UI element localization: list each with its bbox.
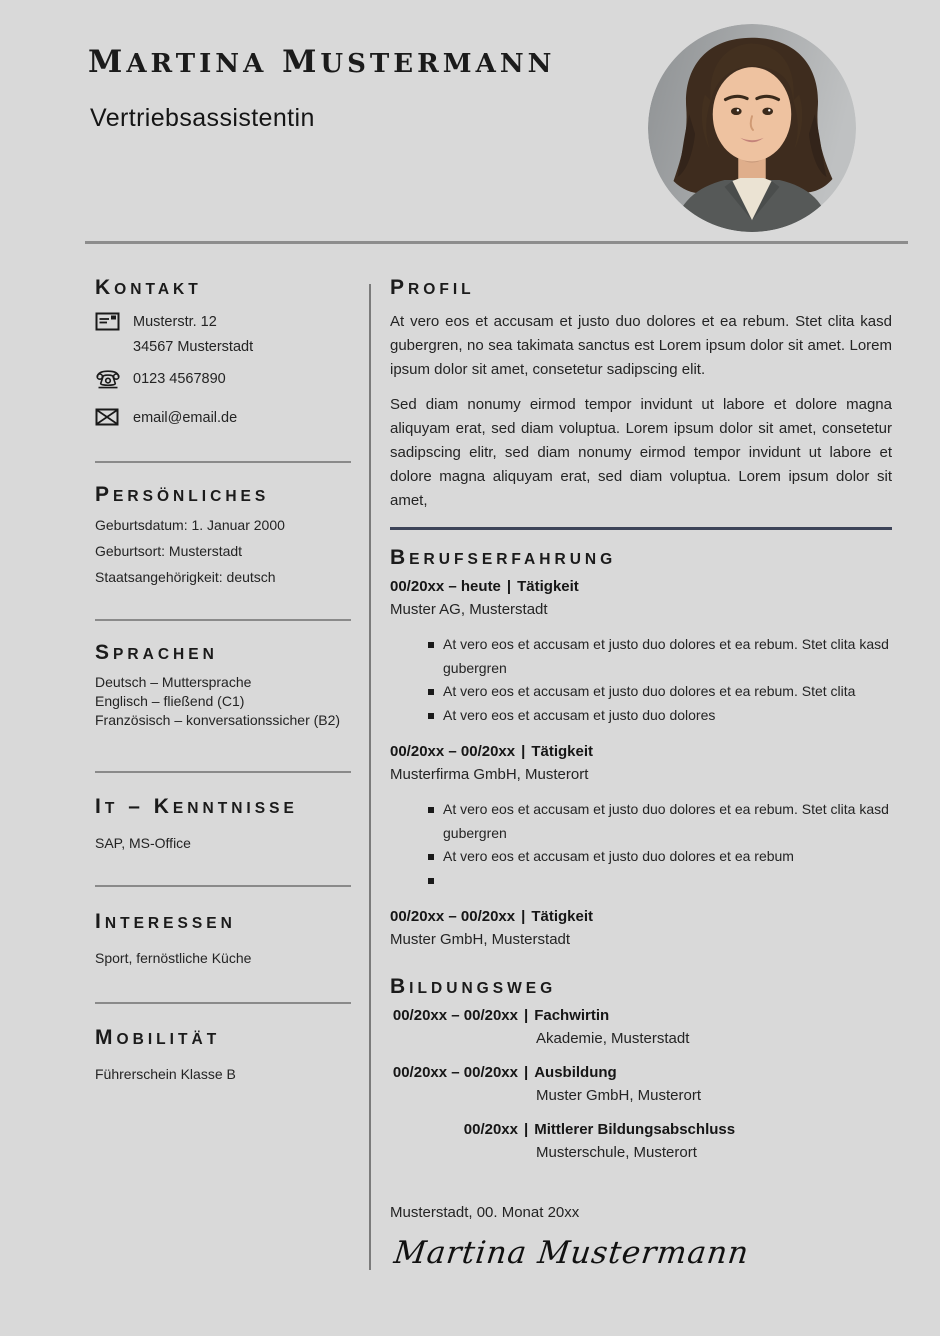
pipe-separator: |: [524, 1006, 529, 1024]
job-company: Musterfirma GmbH, Musterort: [390, 766, 589, 783]
education-title: Ausbildung: [534, 1063, 617, 1081]
education-heading: BILDUNGSWEG: [390, 974, 557, 998]
job-company: Muster AG, Musterstadt: [390, 601, 548, 618]
education-title-line: [390, 1121, 892, 1138]
contact-heading: KONTAKT: [95, 276, 202, 299]
job-role: Tätigkeit: [531, 743, 594, 760]
contact-email: [95, 406, 367, 435]
job-period: 00/20xx – heute: [390, 578, 501, 595]
education-entry: [390, 1007, 892, 1050]
job-title-line: [390, 743, 892, 760]
profile-paragraph: Sed diam nonumy eirmod tempor invidunt ut labore et dolore magna aliquyam erat, sed diam voluptua. Lorem ipsum dolor sit amet, consetetur sadipscing elitr, sed diam nonumy eirmod tempor invidunt ut labore et dolore magna aliquyam erat, sed diam voluptua. Lorem ipsum dolor sit amet,: [390, 396, 892, 509]
experience-entry: [390, 743, 892, 892]
education-period: 00/20xx: [463, 1120, 518, 1138]
pipe-separator: |: [506, 578, 512, 595]
job-bullet: At vero eos et accusam et justo duo dolores et ea rebum. Stet clita: [390, 680, 892, 704]
contact-address: [95, 310, 367, 360]
job-bullet: At vero eos et accusam et justo duo dolores et ea rebum. Stet clita kasd gubergren: [390, 798, 892, 845]
experience-heading: BERUFSERFAHRUNG: [390, 546, 617, 569]
personal-item: Staatsangehörigkeit: deutsch: [95, 568, 276, 585]
envelope-icon: [95, 406, 133, 435]
education-title-line: [390, 1064, 892, 1081]
education-place: Akademie, Musterstadt: [536, 1029, 690, 1047]
person-job-title: Vertriebsassistentin: [90, 104, 315, 132]
education-period: 00/20xx – 00/20xx: [392, 1006, 518, 1024]
experience-entry: [390, 908, 892, 951]
education-entry: [390, 1121, 892, 1164]
profile-heading: PROFIL: [390, 276, 475, 299]
signature: Martina Mustermann: [392, 1234, 752, 1271]
education-period: 00/20xx – 00/20xx: [392, 1063, 518, 1081]
pipe-separator: |: [524, 1120, 529, 1138]
personal-item: Geburtsdatum: 1. Januar 2000: [95, 516, 285, 533]
profile-paragraph: At vero eos et accusam et justo duo dolores et ea rebum. Stet clita kasd gubergren, no sea takimata sanctus est Lorem ipsum dolor sit amet. Lorem ipsum dolor sit amet, consetetur sadipscing elit.: [390, 313, 892, 378]
job-bullet: At vero eos et accusam et justo duo dolores: [390, 704, 892, 728]
education-entry: [390, 1064, 892, 1107]
interests-text: Sport, fernöstliche Küche: [95, 949, 252, 966]
main-column: [390, 276, 892, 1271]
section-divider: [95, 771, 351, 773]
job-role: Tätigkeit: [531, 907, 594, 925]
section-divider: [95, 461, 351, 463]
pipe-separator: |: [524, 1063, 529, 1081]
person-name: MARTINA MUSTERMANN: [88, 44, 556, 80]
job-bullet: [390, 869, 892, 892]
portrait-illustration: [648, 24, 856, 232]
interests-heading: INTERESSEN: [95, 909, 236, 933]
mobility-heading: MOBILITÄT: [95, 1026, 221, 1050]
pipe-separator: |: [521, 907, 526, 925]
telephone-icon: [95, 367, 133, 399]
it-skills-text: SAP, MS-Office: [95, 834, 191, 851]
phone-number: 0123 4567890: [133, 370, 226, 387]
job-title-line: [390, 908, 892, 925]
address-card-icon: [95, 310, 133, 340]
job-title-line: [390, 578, 892, 595]
job-company: Muster GmbH, Musterstadt: [390, 930, 571, 948]
job-bullet-list: [390, 633, 892, 727]
profile-divider: [390, 527, 892, 530]
place-date-line: Musterstadt, 00. Monat 20xx: [390, 1203, 580, 1221]
language-item: Englisch – fließend (C1): [95, 693, 245, 710]
personal-heading: PERSÖNLICHES: [95, 482, 270, 506]
it-skills-heading: IT – KENNTNISSE: [95, 794, 298, 818]
languages-heading: SPRACHEN: [95, 640, 218, 664]
education-title: Fachwirtin: [534, 1006, 610, 1024]
experience-entry: [390, 578, 892, 727]
pipe-separator: |: [521, 743, 526, 760]
column-divider: [369, 284, 371, 1270]
section-divider: [95, 619, 351, 621]
education-place: Muster GmbH, Musterort: [536, 1086, 702, 1104]
address-line1: Musterstr. 12: [133, 314, 217, 330]
section-divider: [95, 885, 351, 887]
section-divider: [95, 1002, 351, 1004]
education-title: Mittlerer Bildungsabschluss: [534, 1120, 736, 1138]
education-title-line: [390, 1007, 892, 1024]
email-address: email@email.de: [133, 409, 238, 426]
personal-item: Geburtsort: Musterstadt: [95, 542, 243, 559]
job-role: Tätigkeit: [517, 578, 579, 595]
job-bullet-list: [390, 798, 892, 892]
language-item: Deutsch – Muttersprache: [95, 673, 252, 690]
contact-phone: [95, 367, 367, 399]
education-place: Musterschule, Musterort: [536, 1143, 697, 1161]
address-line2: 34567 Musterstadt: [133, 338, 254, 355]
header-divider: [85, 241, 908, 244]
job-period: 00/20xx – 00/20xx: [390, 743, 516, 760]
job-bullet: At vero eos et accusam et justo duo dolores et ea rebum. Stet clita kasd gubergren: [390, 633, 892, 680]
profile-photo: [648, 24, 856, 232]
job-bullet: At vero eos et accusam et justo duo dolores et ea rebum: [390, 845, 892, 869]
address-text: [133, 310, 253, 360]
language-item: Französisch – konversationssicher (B2): [95, 712, 341, 729]
job-period: 00/20xx – 00/20xx: [390, 907, 516, 925]
mobility-text: Führerschein Klasse B: [95, 1066, 236, 1083]
sidebar-column: [95, 276, 367, 1085]
